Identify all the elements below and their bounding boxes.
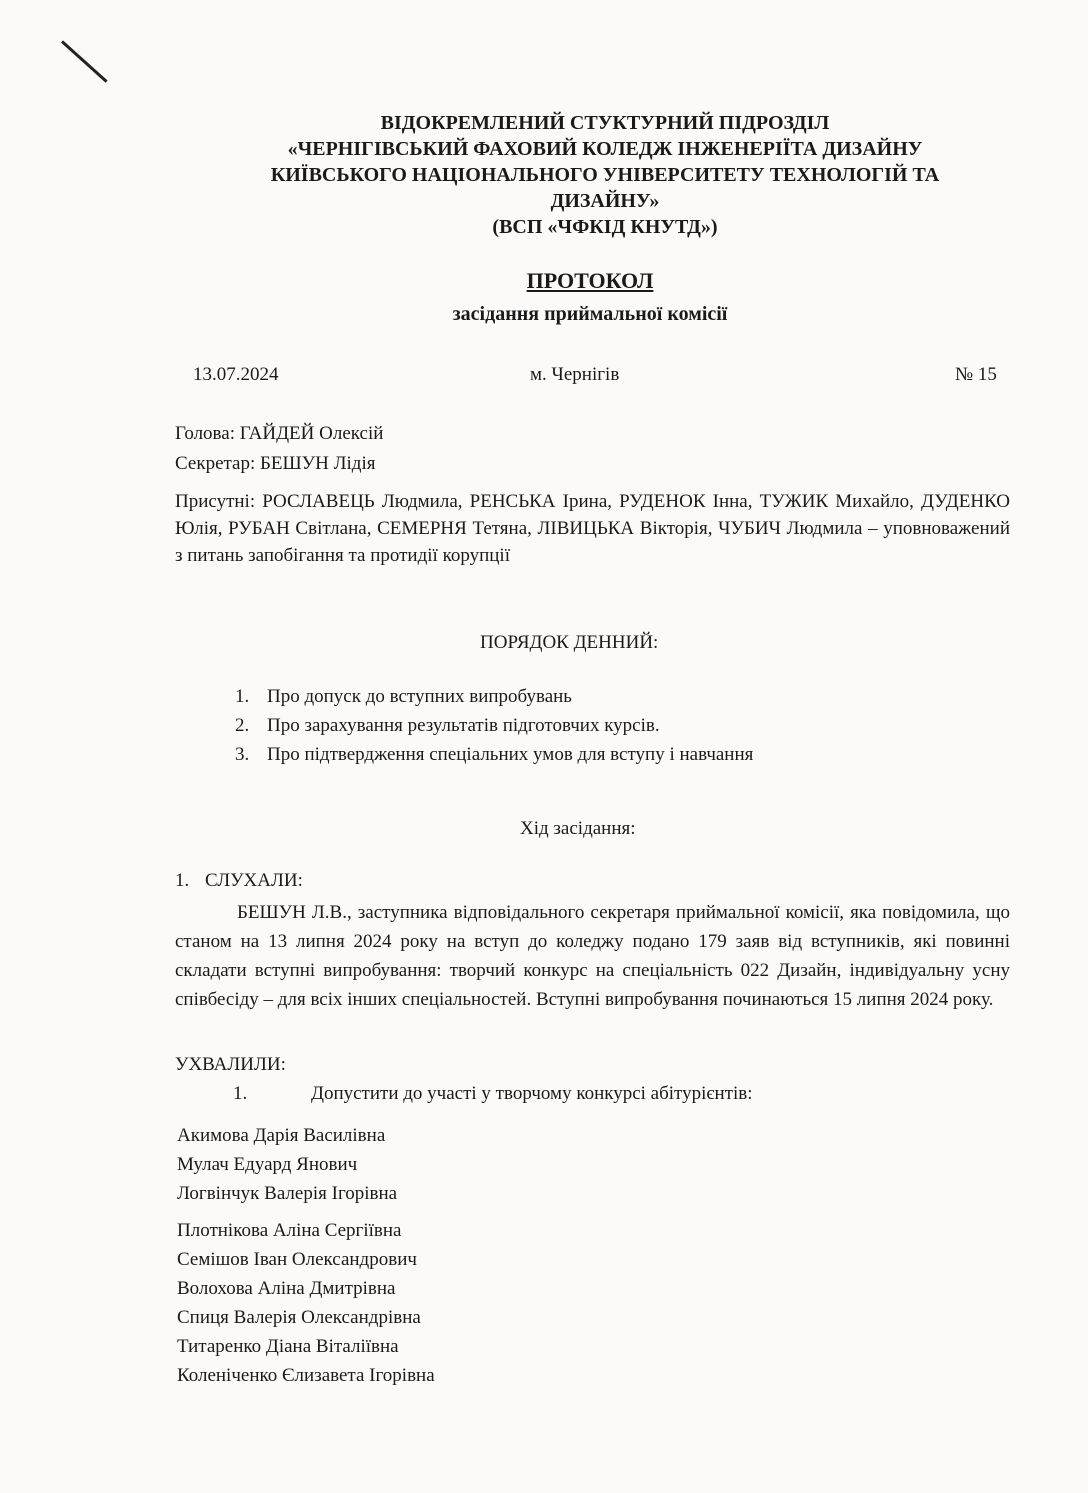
agenda-item: 3. Про підтвердження спеціальних умов для вступу і навчання — [235, 744, 754, 765]
meeting-progress-title: Хід засідання: — [520, 818, 636, 839]
decision-item — [233, 1083, 753, 1105]
header-line-4: ДИЗАЙНУ» — [550, 190, 660, 212]
agenda-list — [235, 682, 753, 769]
document-subtitle: засідання приймальної комісії — [452, 303, 728, 325]
report-text: БЕШУН Л.В., заступника відповідального секретаря приймальної комісії, яка повідомила, що станом на 13 липня 2024 року на вступ до коледжу подано 179 заяв від вступників, які повинні складати вступні випробування: творчий конкурс на спеціальність 022 Дизайн, індивідуальну усну співбесіду – для всіх інших спеціальностей. Вступні випробування починаються 15 липня 2024 року. — [175, 902, 1010, 1010]
applicant-name: Коленіченко Єлизавета Ігорівна — [177, 1365, 435, 1386]
scan-pen-mark — [61, 40, 108, 82]
agenda-item: 1. Про допуск до вступних випробувань — [235, 686, 572, 707]
applicant-name: Мулач Едуард Янович — [177, 1154, 358, 1175]
applicant-name: Спиця Валерія Олександрівна — [177, 1307, 421, 1328]
chairman-line: Голова: ГАЙДЕЙ Олексій — [175, 423, 384, 444]
secretary-line: Секретар: БЕШУН Лідія — [175, 453, 376, 474]
document-title: ПРОТОКОЛ — [526, 268, 654, 293]
header-line-1: ВІДОКРЕМЛЕНИЙ СТУКТУРНИЙ ПІДРОЗДІЛ — [380, 112, 830, 134]
header-line-2: «ЧЕРНІГІВСЬКИЙ ФАХОВИЙ КОЛЕДЖ ІНЖЕНЕРІЇТА ДИЗАЙНУ — [287, 138, 923, 160]
protocol-date: 13.07.2024 — [193, 364, 279, 385]
applicant-name: Плотнікова Аліна Сергіївна — [177, 1220, 402, 1241]
protocol-city: м. Чернігів — [530, 364, 620, 385]
protocol-number: № 15 — [955, 364, 997, 385]
header-line-3: КИЇВСЬКОГО НАЦІОНАЛЬНОГО УНІВЕРСИТЕТУ ТЕХНОЛОГІЙ ТА — [270, 164, 940, 186]
institution-header — [200, 110, 1010, 240]
attendees-paragraph: Присутні: РОСЛАВЕЦЬ Людмила, РЕНСЬКА Ірина, РУДЕНОК Інна, ТУЖИК Михайло, ДУДЕНКО Юлія, РУБАН Світлана, СЕМЕРНЯ Тетяна, ЛІВИЦЬКА Вікторія, ЧУБИЧ Людмила – уповноважений з питань запобігання та протидії корупції — [175, 491, 1010, 566]
report-paragraph — [175, 898, 1010, 1014]
agenda-title: ПОРЯДОК ДЕННИЙ: — [480, 632, 659, 653]
heard-heading — [175, 870, 303, 892]
decision-text: Допустити до участі у творчому конкурсі абітурієнтів: — [311, 1083, 753, 1104]
applicant-name: Волохова Аліна Дмитрівна — [177, 1278, 396, 1299]
heard-label: СЛУХАЛИ: — [205, 870, 303, 891]
decision-number: 1. — [233, 1083, 248, 1104]
heard-number: 1. — [175, 870, 190, 891]
applicant-name: Акимова Дарія Василівна — [177, 1125, 386, 1146]
applicant-name: Семішов Іван Олександрович — [177, 1249, 417, 1270]
header-line-5: (ВСП «ЧФКІД КНУТД») — [492, 216, 718, 238]
applicant-name: Логвінчук Валерія Ігорівна — [177, 1183, 398, 1204]
decided-label: УХВАЛИЛИ: — [175, 1054, 286, 1075]
applicant-name: Титаренко Діана Віталіївна — [177, 1336, 399, 1357]
applicant-list — [177, 1121, 435, 1390]
agenda-item: 2. Про зарахування результатів підготовчих курсів. — [235, 715, 660, 736]
